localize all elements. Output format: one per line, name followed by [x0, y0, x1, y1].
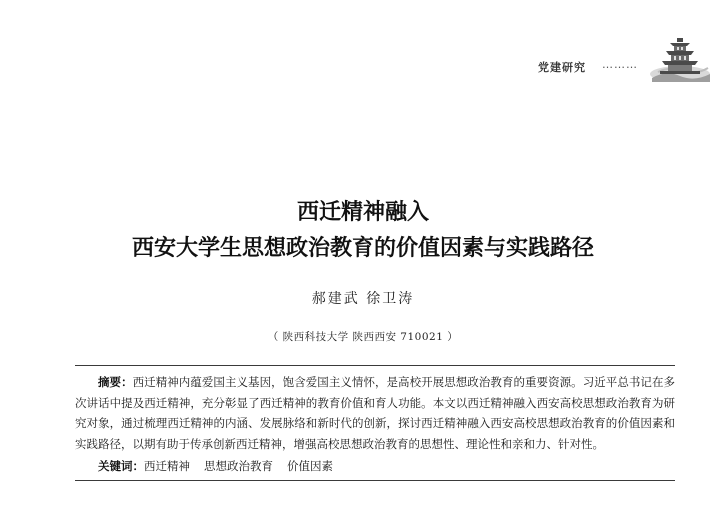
- author-affiliation: （ 陕西科技大学 陕西西安 710021 ）: [267, 331, 459, 343]
- page-header: [0, 0, 726, 110]
- keyword-item: 西迁精神: [144, 459, 190, 474]
- article-authors: 郝建武 徐卫涛: [311, 291, 415, 307]
- keywords-line: [75, 456, 675, 476]
- pagoda-logo-icon: [650, 34, 712, 84]
- abstract-section: [75, 365, 675, 481]
- title-line-2: 西安大学生思想政治教育的价值因素与实践路径: [131, 236, 594, 261]
- keyword-item: 价值因素: [287, 459, 333, 474]
- column-label: 党建研究: [538, 61, 586, 74]
- abstract-body: 西迁精神内蕴爱国主义基因，饱含爱国主义情怀，是高校开展思想政治教育的重要资源。习近平总书记在多次讲话中提及西迁精神，充分彰显了西迁精神的教育价值和育人功能。本文以西迁精神融入西安高校思想政治教育为研究对象，通过梳理西迁精神的内涵、发展脉络和新时代的创新，探讨西迁精神融入西安高校思想政治教育的价值因素和实践路径，以期有助于传承创新西迁精神，增强高校思想政治教育的思想性、理论性和亲和力、针对性。: [75, 375, 675, 451]
- title-line-1: 西迁精神融入: [296, 200, 429, 225]
- keyword-item: 思想政治教育: [204, 459, 273, 474]
- column-leader-dots: ………: [602, 58, 638, 71]
- abstract-label: 摘要：: [98, 375, 133, 389]
- abstract-paragraph: [75, 372, 675, 454]
- keywords-label: 关键词：: [98, 459, 144, 474]
- article-title: [0, 195, 726, 267]
